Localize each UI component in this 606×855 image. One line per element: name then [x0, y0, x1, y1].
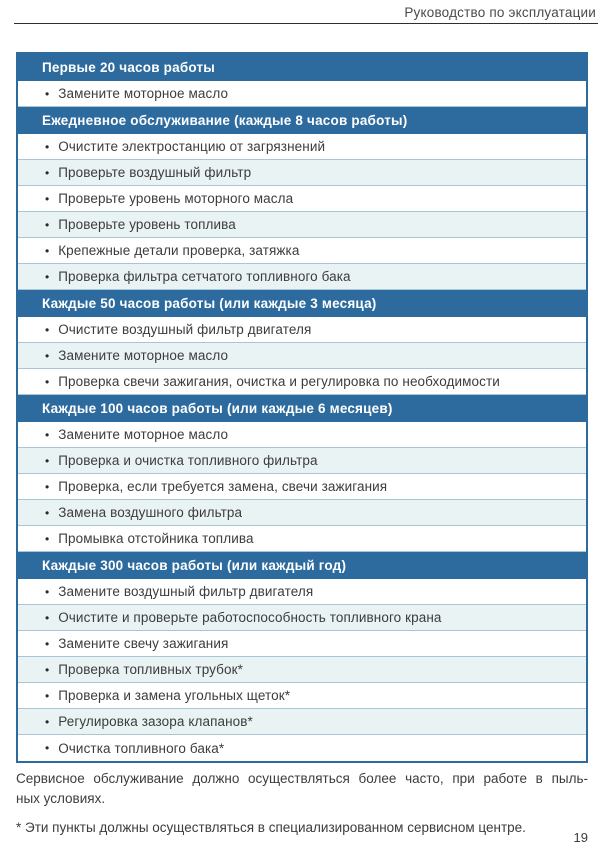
maintenance-item-label: Замена воздушного фильтра — [58, 505, 243, 520]
maintenance-item-label: Проверьте воздушный фильтр — [58, 165, 252, 180]
bullet-icon: • — [45, 662, 50, 677]
bullet-icon: • — [45, 217, 50, 232]
table-row — [18, 605, 586, 631]
bullet-icon: • — [45, 453, 50, 468]
maintenance-item-label: Очистите воздушный фильтр двигателя — [58, 322, 312, 337]
maintenance-item-label: Промывка отстойника топлива — [58, 531, 254, 546]
page-number: 19 — [573, 830, 588, 845]
table-row — [18, 212, 586, 238]
table-row — [18, 657, 586, 683]
maintenance-item-label: Проверка и очистка топливного фильтра — [58, 453, 318, 468]
bullet-icon: • — [45, 427, 50, 442]
maintenance-item-label: Очистите и проверьте работоспособность топливного крана — [58, 610, 442, 625]
maintenance-item-label: Регулировка зазора клапанов* — [58, 714, 253, 729]
bullet-icon: • — [45, 610, 50, 625]
table-row — [18, 264, 586, 290]
section-header: Ежедневное обслуживание (каждые 8 часов работы) — [18, 107, 586, 134]
bullet-icon: • — [45, 741, 50, 755]
footer-notes — [16, 769, 588, 838]
bullet-icon: • — [45, 86, 50, 101]
section-header: Первые 20 часов работы — [18, 54, 586, 81]
maintenance-item-label: Проверьте уровень моторного масла — [58, 191, 294, 206]
table-row — [18, 448, 586, 474]
table-row — [18, 474, 586, 500]
bullet-icon: • — [45, 714, 50, 729]
bullet-icon: • — [45, 505, 50, 520]
table-row — [18, 631, 586, 657]
table-row — [18, 526, 586, 552]
table-row — [18, 343, 586, 369]
table-row — [18, 579, 586, 605]
bullet-icon: • — [45, 688, 50, 703]
maintenance-item-label: Замените моторное масло — [58, 86, 229, 101]
table-row — [18, 317, 586, 343]
page-header — [14, 0, 598, 24]
maintenance-item-label: Очистите электростанцию от загрязнений — [58, 139, 326, 154]
section-header: Каждые 50 часов работы (или каждые 3 месяца) — [18, 290, 586, 317]
table-row — [18, 238, 586, 264]
service-note-line1: Сервисное обслуживание должно осуществляться более часто, при работе в пыль- — [16, 771, 588, 786]
bullet-icon: • — [45, 636, 50, 651]
table-row — [18, 709, 586, 735]
bullet-icon: • — [45, 139, 50, 154]
maintenance-item-label: Очистка топливного бака* — [58, 740, 225, 756]
table-row — [18, 186, 586, 212]
maintenance-item-label: Замените воздушный фильтр двигателя — [58, 584, 314, 599]
bullet-icon: • — [45, 584, 50, 599]
maintenance-item-label: Крепежные детали проверка, затяжка — [58, 243, 300, 258]
bullet-icon: • — [45, 191, 50, 206]
table-row — [18, 500, 586, 526]
section-header: Каждые 300 часов работы (или каждый год) — [18, 552, 586, 579]
bullet-icon: • — [45, 531, 50, 546]
bullet-icon: • — [45, 243, 50, 258]
table-row — [18, 683, 586, 709]
maintenance-item-label: Замените свечу зажигания — [58, 636, 229, 651]
section-header: Каждые 100 часов работы (или каждые 6 месяцев) — [18, 395, 586, 422]
maintenance-item-label: Замените моторное масло — [58, 427, 229, 442]
bullet-icon: • — [45, 374, 50, 389]
table-row — [18, 369, 586, 395]
maintenance-item-label: Проверка фильтра сетчатого топливного бака — [58, 269, 351, 284]
maintenance-item-label: Проверка, если требуется замена, свечи зажигания — [58, 479, 388, 494]
maintenance-schedule-table — [16, 52, 588, 763]
asterisk-note: * Эти пункты должны осуществляться в специализированном сервисном центре. — [16, 820, 526, 835]
table-row — [18, 160, 586, 186]
page-header-title: Руководство по эксплуатации — [404, 5, 596, 20]
table-row — [18, 735, 586, 761]
bullet-icon: • — [45, 165, 50, 180]
bullet-icon: • — [45, 348, 50, 363]
maintenance-item-label: Проверка топливных трубок* — [58, 662, 243, 677]
maintenance-item-label: Проверка и замена угольных щеток* — [58, 688, 291, 703]
bullet-icon: • — [45, 322, 50, 337]
maintenance-item-label: Замените моторное масло — [58, 348, 229, 363]
table-row — [18, 422, 586, 448]
table-row — [18, 81, 586, 107]
service-note-line2: ных условиях. — [16, 791, 106, 806]
bullet-icon: • — [45, 269, 50, 284]
table-row — [18, 134, 586, 160]
maintenance-item-label: Проверьте уровень топлива — [58, 217, 236, 232]
maintenance-item-label: Проверка свечи зажигания, очистка и регулировка по необходимости — [58, 374, 500, 389]
bullet-icon: • — [45, 479, 50, 494]
